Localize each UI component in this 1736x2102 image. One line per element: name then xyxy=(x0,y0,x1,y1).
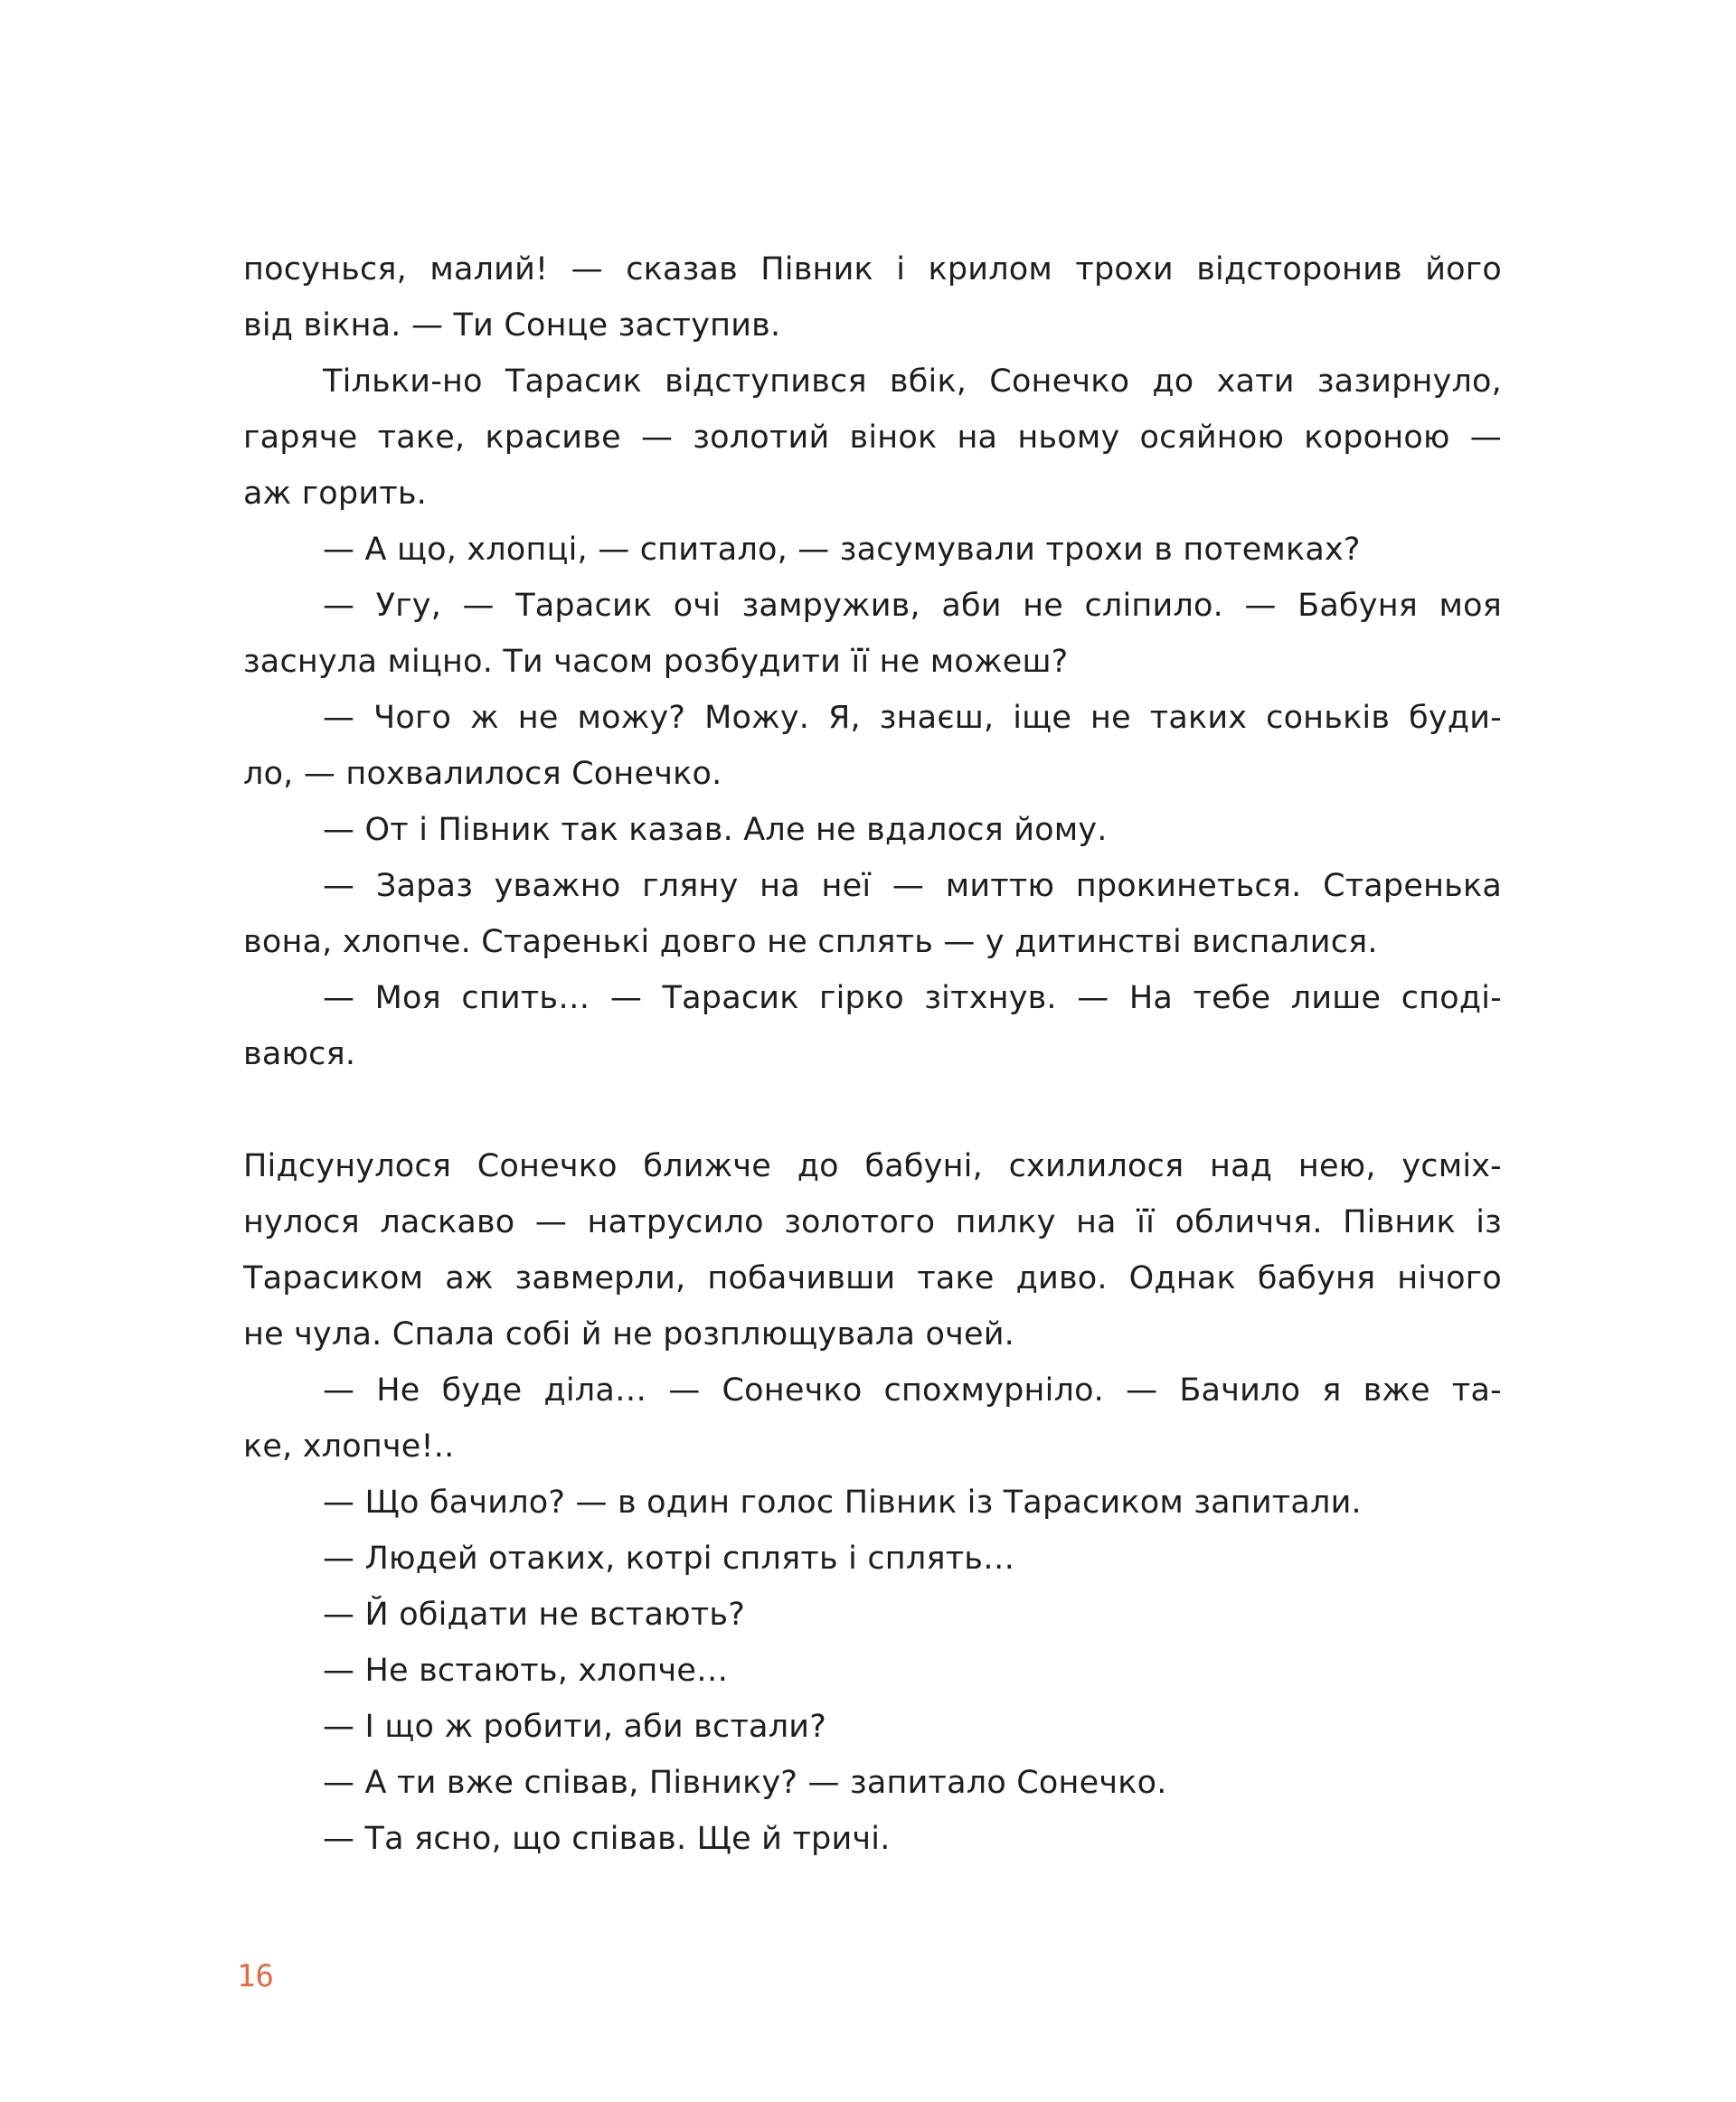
text-line: гаряче таке, красиве — золотий вінок на ньому осяйною короною — xyxy=(243,419,1502,456)
text-line: ло, — похвалилося Сонечко. xyxy=(243,756,722,792)
text-line: нулося ласкаво — натрусило золотого пилку на її обличчя. Півник із xyxy=(243,1204,1502,1240)
text-line: від вікна. — Ти Сонце заступив. xyxy=(243,307,781,344)
body-text xyxy=(243,241,1502,1867)
text-line: — Зараз уважно гляну на неї — миттю прокинеться. Старенька xyxy=(323,868,1502,904)
text-line: — Й обідати не встають? xyxy=(323,1597,745,1633)
text-line: посунься, малий! — сказав Півник і крилом трохи відсторонив його xyxy=(243,251,1502,287)
text-line: — Та ясно, що співав. Ще й тричі. xyxy=(323,1821,891,1857)
text-line: Тільки-но Тарасик відступився вбік, Сонечко до хати зазирнуло, xyxy=(323,363,1502,400)
text-line: — Людей отаких, котрі сплять і сплять… xyxy=(323,1541,1015,1577)
text-line: — Не буде діла… — Сонечко спохмурніло. — Бачило я вже та- xyxy=(323,1372,1502,1409)
text-line: — От і Півник так казав. Але не вдалося йому. xyxy=(323,812,1108,848)
text-line: — Угу, — Тарасик очі замружив, аби не сліпило. — Бабуня моя xyxy=(323,588,1502,624)
text-line: Тарасиком аж завмерли, побачивши таке диво. Однак бабуня нічого xyxy=(243,1260,1502,1296)
text-line: — Що бачило? — в один голос Півник із Тарасиком запитали. xyxy=(323,1485,1362,1521)
page-number: 16 xyxy=(237,1958,274,1994)
text-line: заснула міцно. Ти часом розбудити її не можеш? xyxy=(243,644,1069,680)
text-line: вона, хлопче. Старенькі довго не сплять — у дитинстві виспалися. xyxy=(243,924,1378,960)
text-line: ваюся. xyxy=(243,1036,356,1072)
text-line: — Моя спить… — Тарасик гірко зітхнув. — На тебе лише сподi- xyxy=(323,980,1502,1016)
paragraph-break xyxy=(243,1082,1502,1138)
text-line: аж горить. xyxy=(243,476,428,512)
text-line: не чула. Спала собі й не розплющувала очей. xyxy=(243,1316,1014,1353)
text-line: ке, хлопче!.. xyxy=(243,1428,455,1465)
text-line: — І що ж робити, аби встали? xyxy=(323,1709,826,1745)
text-line: — Чого ж не можу? Можу. Я, знаєш, іще не таких соньків буди- xyxy=(323,700,1502,736)
text-line: Підсунулося Сонечко ближче до бабуні, схилилося над нею, усміх- xyxy=(243,1148,1502,1184)
text-line: — Не встають, хлопче… xyxy=(323,1653,729,1689)
text-line: — А ти вже співав, Півнику? — запитало Сонечко. xyxy=(323,1765,1167,1801)
text-line: — А що, хлопці, — спитало, — засумували трохи в потемках? xyxy=(323,532,1361,568)
